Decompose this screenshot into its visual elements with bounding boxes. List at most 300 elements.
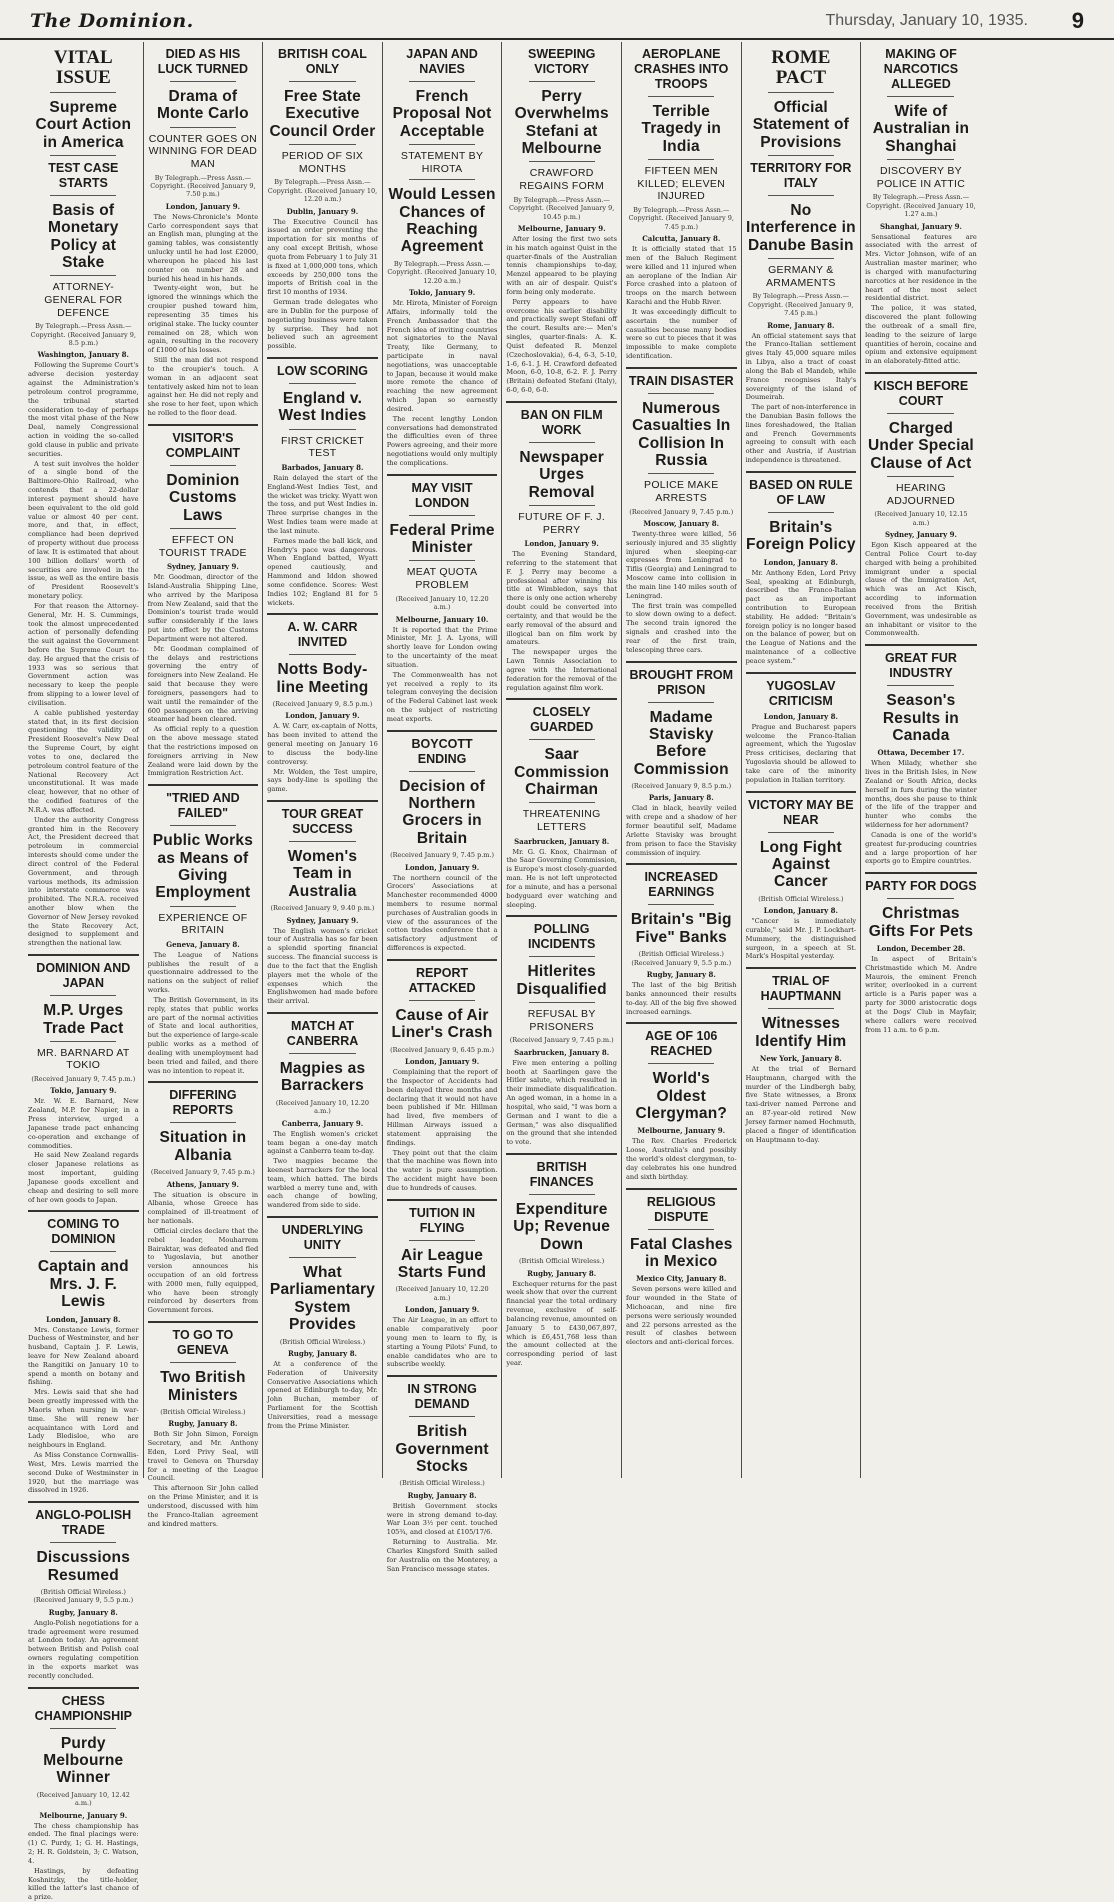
news-column <box>263 42 383 1478</box>
article <box>267 1216 378 1431</box>
article-divider <box>865 872 977 874</box>
article-dateline: Melbourne, January 9. <box>39 1810 128 1820</box>
article-dateline: London, January 8. <box>763 711 838 721</box>
source-line: (Received January 9, 7.45 p.m.) <box>629 507 734 516</box>
headline-rule <box>768 258 834 259</box>
headline-rule <box>409 1416 475 1417</box>
article-dateline: Saarbrucken, January 8. <box>514 836 610 846</box>
article-divider <box>387 1375 498 1377</box>
headline-rule <box>648 1063 714 1064</box>
headline-rule <box>887 898 954 899</box>
headline: PERIOD OF SIX MONTHS <box>281 150 364 175</box>
article-dateline: Sydney, January 9. <box>885 530 957 540</box>
article-dateline: London, January 9. <box>165 201 241 211</box>
body-paragraph: Mrs. Lewis said that she had been greatly impressed with the Maoris when nursing in war-time. She will renew her acquaintance with Lord and Lady Bledisloe, who are neighbours in England. <box>28 1388 139 1450</box>
headline: Charged Under Special Clause of Act <box>867 420 974 472</box>
body-paragraph: The English women's cricket tour of Australia has so far been a splendid sporting financial success. The financial success is due to the fact that the English players met the whole of the expenses which the Englishwomen had made before their arrival. <box>267 926 378 1006</box>
article-divider <box>746 791 857 793</box>
article-divider <box>626 661 737 663</box>
source-line: (Received January 10, 12.42 a.m.) <box>36 1790 130 1808</box>
headline-rule <box>289 841 355 842</box>
article <box>387 959 498 1193</box>
body-paragraph: Sensational features are associated with the arrest of Mrs. Victor Johnson, wife of an Australian master mariner, who is charged with manufacturing narcotics at her residence in the heart of the most select residential district. <box>865 232 977 303</box>
headline: World's Oldest Clergyman? <box>635 1070 728 1123</box>
headline: MATCH AT CANBERRA <box>286 1019 359 1049</box>
article-dateline: Geneva, January 8. <box>166 939 240 949</box>
article-divider <box>626 863 737 865</box>
body-paragraph: Hastings, by defeating Koshnitzky, the title-holder, killed the latter's last chance of a prize. <box>28 1866 139 1902</box>
article-divider <box>148 784 259 786</box>
article-divider <box>28 1210 139 1212</box>
headline: TO GO TO GENEVA <box>172 1328 234 1358</box>
article <box>626 47 737 361</box>
headline-rule <box>409 179 475 180</box>
headline: VITAL ISSUE <box>53 47 113 88</box>
article <box>746 791 857 962</box>
article-divider <box>28 954 139 956</box>
body-paragraph: Five men entering a polling booth at Saarlingen gave the Hitler salute, which resulted in their immediate disqualification. An aged woman, in a home in a hospital, who said, "I was born a German and I want to die a German," was also disqualified on the ground that she intended to vote. <box>506 1058 617 1147</box>
headline: Hitlerites Disqualified <box>516 963 607 998</box>
headline: COMING TO DOMINION <box>47 1217 120 1247</box>
headline: EFFECT ON TOURIST TRADE <box>158 533 247 559</box>
article-dateline: New York, January 8. <box>759 1053 842 1063</box>
headline-rule <box>409 515 475 516</box>
article <box>506 401 617 693</box>
headline-rule <box>409 1240 475 1241</box>
body-paragraph: A test suit involves the holder of a single bond of the Baltimore-Ohio Railroad, who contends that a 22-dollar interest payment should have been equivalent to the old gold value or almost 40 per cent. more, and that, in effect, compliance had been deprived of property without due process of law. It is estimated that about 100 billion dollars' worth of securities are involved in the issue, as well as the entire basis of President Roosevelt's monetary policy. <box>28 459 139 601</box>
headline: POLICE MAKE ARRESTS <box>644 479 719 504</box>
article-dateline: Calcutta, January 8. <box>642 234 721 244</box>
headline: British Government Stocks <box>395 1423 489 1475</box>
headline: Long Fight Against Cancer <box>759 838 842 891</box>
body-paragraph: The situation is obscure in Albania, whose Greece has complained of ill-treatment of her nationals. <box>147 1190 259 1226</box>
headline: No Interference in Danube Basin <box>745 201 856 254</box>
body-paragraph: Complaining that the report of the Inspector of Accidents had been delayed three months and declaring that it would not have been published if Mr. Hillman had lived, five members of Hillman Airways issued a statement appraising the findings. <box>386 1068 498 1147</box>
article-dateline: Athens, January 9. <box>166 1179 239 1189</box>
article <box>626 661 737 858</box>
headline: SWEEPING VICTORY <box>527 47 596 76</box>
headline: Britain's "Big Five" Banks <box>630 911 732 946</box>
headline-rule <box>648 904 714 905</box>
body-paragraph: This afternoon Sir John called on the Prime Minister, and it is understood, discussed with him the Franco-Italian agreement and kindred matters. <box>147 1484 259 1528</box>
headline: VICTORY MAY BE NEAR <box>748 797 854 827</box>
headline: THREATENING LETTERS <box>522 808 601 834</box>
body-paragraph: The northern council of the Grocers' Associations at Manchester recommended 4000 members to resume normal purchases of Australian goods in view of the assurances of the cotton trades conference that a satisfactory adjustment of differences is expected. <box>386 873 498 953</box>
headline: MAKING OF NARCOTICS ALLEGED <box>883 47 959 91</box>
body-paragraph: The Evening Standard, referring to the statement that F. J. Perry may become a professional after winning his title at Wimbledon, says that there is only one action whereby doubt could be converted into certainty, and that would be the early removal of the absurd and illogical ban on film work by amateurs. <box>506 550 617 647</box>
article-dateline: London, January 9. <box>285 711 360 721</box>
article-divider <box>387 1199 498 1201</box>
news-column <box>622 42 742 1478</box>
headline-rule <box>529 1194 595 1195</box>
body-paragraph: As Miss Constance Cornwallis-West, Mrs. Lewis married the second Duke of Westminster in 1920, but the marriage was dissolved in 1926. <box>28 1451 139 1495</box>
source-line: (British Official Wireless.) (Received January 9, 5.5 p.m.) <box>631 950 732 967</box>
body-paragraph: Farnes made the ball kick, and Hendry's pace was dangerous. When England batted, Wyatt opened cautiously, and Hammond and Iddon showed some confidence. Scores: West Indies 102; England 81 for 5 wickets. <box>267 536 378 607</box>
headline: STATEMENT BY HIROTA <box>400 150 484 175</box>
source-line: By Telegraph.—Press Assn.—Copyright. (Received January 10, 1.27 a.m.) <box>866 193 976 219</box>
article <box>746 48 857 465</box>
headline: BRITISH COAL ONLY <box>278 47 367 76</box>
article-divider <box>387 474 498 476</box>
headline: MR. BARNARD AT TOKIO <box>36 1046 130 1072</box>
article-dateline: London, January 8. <box>46 1314 121 1324</box>
body-paragraph: The Executive Council has issued an order preventing the importation for six months of any coal except British, whose quota from February 1 to July 31 is fixed at 1,000,000 tons, which exceeds by 250,000 tons the imports of British coal in the first 10 months of 1934. <box>267 217 378 297</box>
body-paragraph: The League of Nations publishes the result of a questionnaire addressed to the nations on the subject of relief works. <box>147 950 259 995</box>
article-dateline: London, January 9. <box>404 862 480 872</box>
article-dateline: Rugby, January 8. <box>527 1268 597 1278</box>
headline: INCREASED EARNINGS <box>644 870 719 900</box>
article <box>626 863 737 1016</box>
headline: TRIAL OF HAUPTMANN <box>760 974 842 1004</box>
headline: BRITISH FINANCES <box>529 1160 594 1190</box>
headline-rule <box>648 393 714 394</box>
body-paragraph: Twenty-eight won, but he ignored the winnings which the croupier pushed toward him, representing 35 times his original stake. The lucky counter remained on 28, which won again, resulting in the recovery of £1000 of his losses. <box>147 284 259 355</box>
source-line: (Received January 10, 12.20 a.m.) <box>395 1285 489 1302</box>
source-line: (Received January 9, 8.5 p.m.) <box>272 700 373 709</box>
source-line: By Telegraph.—Press Assn.—Copyright. (Received January 9, 8.5 p.m.) <box>30 322 136 348</box>
body-paragraph: Mr. G. G. Knox, Chairman of the Saar Governing Commission, is Europe's most closely-guarded man. He is not left unprotected for a minute, and has a personal bodyguard ever watching and sleeping. <box>506 847 617 909</box>
headline-rule <box>289 383 355 384</box>
headline-rule <box>170 465 236 466</box>
article-dateline: Rugby, January 8. <box>287 1349 357 1358</box>
headline-rule <box>170 1362 236 1363</box>
news-column <box>861 42 981 1478</box>
article-dateline: Washington, January 8. <box>37 350 129 360</box>
headline-rule <box>50 92 116 93</box>
body-paragraph: As official reply to a question on the above message stated that the restrictions imposed on foreigners arriving in New Zealand were laid down by the Immigration Restriction Act. <box>147 725 259 778</box>
headline-rule <box>289 1257 355 1258</box>
page-number: 9 <box>1071 8 1084 33</box>
article <box>148 784 259 1075</box>
article-divider <box>506 698 617 700</box>
headline-rule <box>50 275 116 276</box>
article-dateline: London, January 8. <box>763 906 838 916</box>
article-divider <box>148 424 259 426</box>
article-divider <box>267 800 378 802</box>
article-dateline: London, January 9. <box>524 539 599 549</box>
body-paragraph: When Milady, whether she lives in the British Isles, in New Zealand or South Africa, decks herself in furs during the winter months, does she pause to think of the life of the trapper and hunter who combs the wilderness for her adornment? <box>865 759 977 830</box>
article-divider <box>267 357 378 359</box>
article-divider <box>626 1188 737 1190</box>
body-paragraph: Returning to Australia. Mr. Charles Kingsford Smith sailed for Australia on the Monterey, a San Francisco message states. <box>386 1538 498 1573</box>
headline-rule <box>50 995 116 996</box>
body-paragraph: It is reported that the Prime Minister, Mr. J. A. Lyons, will shortly leave for London owing to the uncertainty of the meat situation. <box>386 625 498 669</box>
headline: RELIGIOUS DISPUTE <box>646 1194 716 1224</box>
article <box>28 954 139 1204</box>
body-paragraph: The recent lengthy London conversations had demonstrated the difficulties even of three Powers agreeing, and their more negotiations would only multiply the complications. <box>386 414 498 467</box>
article-divider <box>506 915 617 917</box>
source-line: (British Official Wireless.) <box>399 1479 485 1488</box>
article <box>148 424 259 778</box>
body-paragraph: The Commonwealth has not yet received a reply to its telegram conveying the decision of the Federal Cabinet last week on the subject of restricting meat exports. <box>386 670 498 723</box>
headline: Magpies as Barrackers <box>279 1060 366 1095</box>
headline: PARTY FOR DOGS <box>865 879 977 894</box>
headline: FUTURE OF F. J. PERRY <box>518 510 606 536</box>
article-dateline: Sydney, January 9. <box>166 562 239 572</box>
headline: TOUR GREAT SUCCESS <box>281 807 364 837</box>
body-paragraph: The English women's cricket team began a one-day match against a Canberra team to-day. <box>267 1129 378 1156</box>
headline: GREAT FUR INDUSTRY <box>884 651 957 681</box>
body-paragraph: A. W. Carr, ex-captain of Notts, has been invited to attend the general meeting on January 16 to discuss the body-line controversy. <box>267 722 378 766</box>
headline: What Parliamentary System Provides <box>269 1264 376 1334</box>
headline: CLOSELY GUARDED <box>530 705 594 735</box>
body-paragraph: Official circles declare that the rebel leader, Mouharrem Bairaktar, was defeated and fled to Yugoslavia, but another version announces his occupation of an old fortress with 2000 men, fully equipped, who have been strongly reinforced by deserters from Government forces. <box>147 1226 259 1315</box>
body-paragraph: A cable published yesterday stated that, in its first decision questioning the validity of President Roosevelt's New Deal the Supreme Court, by eight votes to one, declared the petroleum control feature of the National Recovery Act unconstitutional. It was made clear, however, that no other of the codified features of the N.R.A. was affected. <box>28 708 139 814</box>
article-dateline: London, January 9. <box>404 1057 480 1067</box>
article <box>387 1375 498 1573</box>
article <box>148 47 259 418</box>
headline: BOYCOTT ENDING <box>411 736 473 766</box>
source-line: (Received January 9, 8.5 p.m.) <box>631 782 732 791</box>
body-paragraph: The first train was compelled to slow down owing to a defect. The second train ignored the signals and crashed into the rear of the first train, telescoping three cars. <box>625 601 737 654</box>
headline: REFUSAL BY PRISONERS <box>527 1008 596 1033</box>
headline: Women's Team in Australia <box>287 848 358 900</box>
headline: Official Statement of Provisions <box>752 98 849 151</box>
headline: CHESS CHAMPIONSHIP <box>34 1693 132 1723</box>
source-line: (Received January 9, 7.45 p.m.) <box>509 1036 614 1045</box>
headline-rule <box>289 654 355 655</box>
headline: Terrible Tragedy in India <box>641 103 722 155</box>
article-dateline: Tokio, January 9. <box>408 288 476 298</box>
headline: A. W. CARR INVITED <box>287 620 358 650</box>
body-paragraph: In aspect of Britain's Christmastide which M. Andre Maurois, the eminent French writer, overlooked in a current article is a Paris paper was a party for 3000 aristocratic dogs at the Dogs' Club in Mayfair, where callers were received from 11 a.m. to 6 p.m. <box>865 954 977 1034</box>
headline: Notts Body-line Meeting <box>276 661 369 696</box>
headline: Britain's Foreign Policy <box>746 518 856 554</box>
source-line: (British Official Wireless.) <box>519 1257 605 1266</box>
article-divider <box>267 613 378 615</box>
article <box>148 1081 259 1315</box>
headline-rule <box>529 161 595 162</box>
article <box>865 372 977 638</box>
article <box>267 47 378 351</box>
headline: DOMINION AND JAPAN <box>36 961 131 991</box>
body-paragraph: Mr. Anthony Eden, Lord Privy Seal, speaking at Edinburgh, described the Franco-Italian pact as an important contribution to European stability. He added: "Britain's foreign policy is no longer based on the balance of power, but on the League of Nations and the maintenance of a collective peace system." <box>745 568 857 665</box>
article-dateline: Rome, January 8. <box>767 320 835 330</box>
body-paragraph: The British Government, in its reply, states that public works are part of the normal activities of State and local authorities, but the experience of large-scale public works as a method of dealing with unemployment had been tried and failed, and there was no intention to repeat it. <box>147 995 259 1075</box>
article-dateline: Melbourne, January 9. <box>517 223 606 233</box>
body-paragraph: The last of the big British banks announced their results to-day. All of the big five showed increased earnings. <box>625 981 737 1016</box>
headline-rule <box>409 144 475 145</box>
article-divider <box>148 1321 259 1323</box>
news-column <box>144 42 264 1528</box>
source-line: (Received January 9, 7.45 p.m.) <box>390 851 495 860</box>
news-column <box>24 42 144 1902</box>
article <box>865 872 977 1034</box>
headline: FIRST CRICKET TEST <box>280 434 364 460</box>
article <box>626 1022 737 1181</box>
article-divider <box>626 367 737 369</box>
article-dateline: Mexico City, January 8. <box>636 1274 727 1284</box>
body-paragraph: Two magpies became the keenest barrackers for the local team, which batted. The birds warbled a merry tune and, with each change of bowling, wandered from side to side. <box>267 1157 378 1210</box>
headline: MAY VISIT LONDON <box>411 480 473 510</box>
headline-rule <box>170 528 236 529</box>
article-divider <box>746 967 857 969</box>
headline: CRAWFORD REGAINS FORM <box>519 167 605 193</box>
article <box>506 915 617 1147</box>
article <box>28 1501 139 1680</box>
headline-rule <box>409 771 475 772</box>
source-line: (Received January 9, 9.40 p.m.) <box>270 904 375 913</box>
article <box>626 1188 737 1348</box>
headline-rule <box>289 144 355 145</box>
headline-rule <box>50 1251 116 1252</box>
article-divider <box>746 672 857 674</box>
headline-rule <box>50 1728 116 1729</box>
headline: Christmas Gifts For Pets <box>868 905 974 940</box>
body-paragraph: Perry appears to have overcome his earlier disability and practically swept Stefani off the court. Results are:— Men's singles, quarter-finals: A. K. Quist defeated R. Menzel (Czechoslovakia), 6-4, 6-3, 5-10, 1-6, 6-1. J. H. Crawford defeated Moon, 6-0, 10-8, 6-2. F. J. Perry (Britain) defeated Stefani (Italy), 6-0, 6-0, 6-0. <box>506 297 617 395</box>
headline-rule <box>289 81 355 82</box>
headline-rule <box>50 1542 116 1543</box>
source-line: (British Official Wireless.) <box>279 1337 366 1346</box>
headline-rule <box>887 159 954 160</box>
headline: Witnesses Identify Him <box>755 1015 847 1050</box>
article <box>865 644 977 866</box>
headline: LOW SCORING <box>277 364 368 378</box>
body-paragraph: Prague and Bucharest papers welcome the Franco-Italian agreement, which the Yugoslav Press criticises, declaring that Yugoslavia should be allowed to take care of the minority population in Italian territory. <box>745 722 857 784</box>
body-paragraph: For that reason the Attorney-General, Mr. H. S. Cummings, took the almost unprecedented action of personally defending the suit against the Government before the Supreme Court to-day. He argued that the crisis of 1933 was so serious that Government action was necessary to keep the people from slipping to a lower level of civilisation. <box>28 601 139 707</box>
headline: Numerous Casualties In Collision In Russia <box>632 399 731 470</box>
headline: TERRITORY FOR ITALY <box>750 160 852 190</box>
headline-rule <box>170 127 236 128</box>
headline-rule <box>529 505 595 506</box>
headline: Federal Prime Minister <box>389 521 495 557</box>
article <box>267 357 378 607</box>
article-divider <box>865 644 977 646</box>
headline: HEARING ADJOURNED <box>886 482 955 507</box>
headline-rule <box>529 1002 595 1003</box>
body-paragraph: Mr. W. E. Barnard, New Zealand, M.P. for Napier, in a Press interview, urged a Japanese trade pact enhancing co-operation and exchange of commodities. <box>28 1097 139 1150</box>
body-paragraph: At the trial of Bernard Hauptmann, charged with the murder of the Lindbergh baby, five State witnesses, a Bronx taxi-driver named Perrone and an 87-year-old retired New Jersey farmer named Hochmuth, placed a finger of identification on Hauptmann to-day. <box>745 1064 857 1144</box>
headline: Discussions Resumed <box>36 1549 131 1584</box>
body-paragraph: Egon Kisch appeared at the Central Police Court to-day charged with being a prohibited immigrant under a special clause of the Immigration Act, which was an Act Kisch, according to information received from the British Government, was undesirable as an inhabitant or visitor to the Commonwealth. <box>865 541 977 638</box>
source-line: (British Official Wireless.) <box>160 1407 246 1416</box>
body-paragraph: The part of non-interference in the Danubian Basin follows the lines foreshadowed, the Italian and French Governments agreeing to consult with each other and Austria, if Austrian independence is threatened. <box>745 403 857 465</box>
headline: IN STRONG DEMAND <box>407 1382 477 1412</box>
body-paragraph: Mr. Goodman complained of the delays and restrictions governing the entry of foreigners into New Zealand. He said that because they were foreigners, passengers had to wait until the remainder of the 600 passengers on the arriving steamer had been cleared. <box>147 644 259 724</box>
body-paragraph: Mr. Wolden, the Test umpire, says body-line is spoiling the game. <box>267 767 378 794</box>
article-divider <box>506 401 617 403</box>
body-paragraph: German trade delegates who are in Dublin for the purpose of negotiating business were taken by surprise. They had not believed such an agreement possible. <box>267 298 378 351</box>
headline: Season's Results in Canada <box>882 692 959 744</box>
body-paragraph: The News-Chronicle's Monte Carlo correspondent says that an English man, plunging at the gaming tables, was consistently unlucky until he had lost £2000, whereupon he placed his last counter on number 28 and buried his head in his hands. <box>147 212 259 283</box>
headline: MEAT QUOTA PROBLEM <box>406 566 478 592</box>
article-dateline: Sydney, January 9. <box>286 915 359 925</box>
paper-name: The Dominion. <box>30 10 194 32</box>
headline: M.P. Urges Trade Pact <box>43 1002 124 1037</box>
article <box>506 698 617 909</box>
headline-rule <box>648 159 714 160</box>
headline: VISITOR'S COMPLAINT <box>165 430 241 460</box>
headline-rule <box>170 825 236 826</box>
headline-rule <box>768 155 834 156</box>
headline: DISCOVERY BY POLICE IN ATTIC <box>876 165 966 190</box>
headline-rule <box>648 473 714 474</box>
article <box>387 730 498 953</box>
body-paragraph: After losing the first two sets in his match against Quist in the quarter-finals of the Australian tennis championships to-day, Menzel appeared to be playing with an air of despair. Quist's form being only moderate. <box>506 234 617 296</box>
article-dateline: Rugby, January 8. <box>646 970 716 980</box>
headline: FIFTEEN MEN KILLED; ELEVEN INJURED <box>637 165 726 203</box>
headline: Free State Executive Council Order <box>269 88 376 140</box>
headline: Fatal Clashes in Mexico <box>629 1235 733 1270</box>
headline: Air League Starts Fund <box>397 1246 487 1282</box>
source-line: (Received January 9, 7.45 p.m.) <box>31 1075 136 1084</box>
headline: BROUGHT FROM PRISON <box>629 667 733 697</box>
article-dateline: London, January 8. <box>763 557 838 567</box>
article <box>865 47 977 366</box>
body-paragraph: British Government stocks were in strong demand to-day. War Loan 3½ per cent. touched 105¾, and closed at £105/17/6. <box>386 1501 498 1537</box>
headline-rule <box>887 413 954 414</box>
article-divider <box>267 1216 378 1218</box>
article <box>626 367 737 655</box>
headline: French Proposal Not Acceptable <box>392 88 492 140</box>
article-dateline: London, December 28. <box>876 943 966 953</box>
headline: Purdy Melbourne Winner <box>43 1734 124 1787</box>
body-paragraph: The Rev. Charles Frederick Loose, Australia's and possibly the world's oldest clergyman, to-day celebrates his one hundred and sixth birthday. <box>625 1137 737 1181</box>
article-divider <box>865 372 977 374</box>
article <box>267 1012 378 1210</box>
headline-rule <box>768 92 834 93</box>
headline: Perry Overwhelms Stefani at Melbourne <box>514 88 609 158</box>
article <box>267 800 378 1006</box>
headline: Cause of Air Liner's Crash <box>391 1006 493 1042</box>
headline-rule <box>768 832 834 833</box>
article-dateline: Saarbrucken, January 8. <box>514 1047 610 1057</box>
headline: AEROPLANE CRASHES INTO TROOPS <box>634 47 729 91</box>
headline-rule <box>768 512 834 513</box>
headline-rule <box>887 476 954 477</box>
article <box>746 672 857 785</box>
source-line: (Received January 9, 6.45 p.m.) <box>390 1045 495 1054</box>
source-line: (British Official Wireless.) (Received January 9, 5.5 p.m.) <box>33 1587 134 1605</box>
body-paragraph: They point out that the claim that the machine was flown into the water is pure assumption. The accident might have been due to hundreds of causes. <box>386 1148 498 1192</box>
headline-rule <box>768 1008 834 1009</box>
article-dateline: Rugby, January 8. <box>48 1607 118 1617</box>
body-paragraph: Seven persons were killed and four wounded in the State of Michoacan, and nine fire persons were seriously wounded and 22 persons arrested as the result of clashes between electors and anti-clerical forces. <box>625 1285 737 1347</box>
article-dateline: Barbados, January 8. <box>281 462 364 472</box>
headline: Saar Commission Chairman <box>514 746 610 799</box>
headline-rule <box>170 1122 236 1123</box>
article-divider <box>28 1687 139 1689</box>
columns-container <box>24 42 1110 1902</box>
headline-rule <box>529 956 595 957</box>
headline: COUNTER GOES ON WINNING FOR DEAD MAN <box>148 132 258 170</box>
article-dateline: Shanghai, January 9. <box>880 221 962 231</box>
headline: Newspaper Urges Removal <box>519 448 604 501</box>
headline-rule <box>289 1053 355 1054</box>
headline-rule <box>529 81 595 82</box>
body-paragraph: Mr. Hirota, Minister of Foreign Affairs, informally told the French Ambassador that the French idea of inviting countries not signatories to the Naval Treaty, like Germany, to participate in naval negotiations, was unacceptable to Japan, because it would make more remote the chance of reaching the new agreement which Japan so earnestly desired. <box>386 299 498 413</box>
body-paragraph: It is officially stated that 15 men of the Baluch Regiment were killed and 11 injured when an aeroplane of the Indian Air Force crashed into a platoon of troops on the march between Karachi and the Hubb River. <box>625 245 737 307</box>
article <box>387 47 498 468</box>
headline: AGE OF 106 REACHED <box>645 1029 718 1059</box>
source-line: (Received January 10, 12.20 a.m.) <box>395 594 489 612</box>
article <box>387 1199 498 1370</box>
headline: Basis of Monetary Policy at Stake <box>48 201 119 272</box>
headline-rule <box>409 560 475 561</box>
headline: Two British Ministers <box>160 1369 246 1404</box>
news-column <box>502 42 622 1478</box>
article <box>28 1687 139 1902</box>
source-line: By Telegraph.—Press Assn.—Copyright. (Received January 9, 10.45 p.m.) <box>508 195 615 221</box>
headline: BASED ON RULE OF LAW <box>749 477 853 507</box>
headline: ATTORNEY-GENERAL FOR DEFENCE <box>44 281 123 319</box>
headline: POLLING INCIDENTS <box>527 922 596 952</box>
body-paragraph: Twenty-three were killed, 56 seriously injured and 35 slightly injured when sleeping-car expresses from Leningrad to Tiflis (Georgia) and Leningrad to Moscow came into collision in the main line 140 miles south of Leningrad. <box>625 530 737 600</box>
headline-rule <box>170 81 236 82</box>
headline-rule <box>50 155 116 156</box>
headline-rule <box>768 195 834 196</box>
source-line: By Telegraph.—Press Assn.—Copyright. (Received January 9, 7.45 p.m.) <box>628 205 734 231</box>
